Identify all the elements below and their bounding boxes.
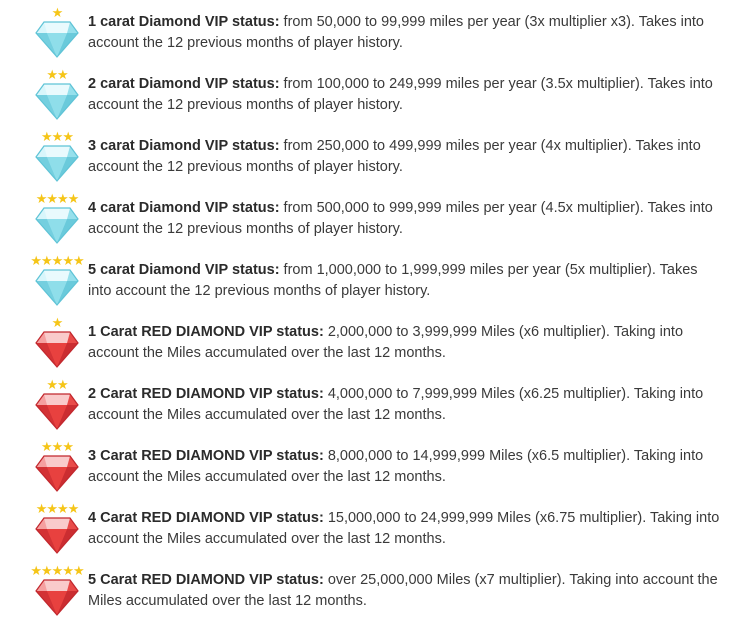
tier-icon-cell bbox=[26, 254, 88, 307]
diamond-icon bbox=[35, 19, 79, 59]
tier-text bbox=[88, 6, 724, 54]
tier-icon-cell bbox=[26, 68, 88, 121]
tier-title: 4 carat Diamond VIP status: bbox=[88, 200, 280, 216]
tier-description: from 100,000 to 249,999 miles per year (3.5x multiplier). Takes into account the 12 previous months of player history. bbox=[88, 76, 713, 113]
star-rating-icon: ★★★★ bbox=[35, 501, 79, 516]
diamond-icon bbox=[35, 81, 79, 121]
tier-title: 5 Carat RED DIAMOND VIP status: bbox=[88, 572, 324, 588]
tier-description: 8,000,000 to 14,999,999 Miles (x6.5 multiplier). Taking into account the Miles accumulated over the last 12 months. bbox=[88, 448, 704, 485]
tier-title: 3 carat Diamond VIP status: bbox=[88, 138, 280, 154]
tier-text bbox=[88, 130, 724, 178]
tier-row bbox=[0, 378, 734, 431]
tier-icon-cell bbox=[26, 316, 88, 369]
red-diamond-icon bbox=[35, 453, 79, 493]
gem-icon-wrapper bbox=[35, 19, 79, 59]
tier-row bbox=[0, 316, 734, 369]
tier-title: 5 carat Diamond VIP status: bbox=[88, 262, 280, 278]
gem-icon-wrapper bbox=[35, 329, 79, 369]
gem-icon-wrapper bbox=[35, 453, 79, 493]
tier-row bbox=[0, 130, 734, 183]
red-diamond-icon bbox=[35, 391, 79, 431]
tier-row bbox=[0, 6, 734, 59]
tier-description: over 25,000,000 Miles (x7 multiplier). Taking into account the Miles accumulated over the last 12 months. bbox=[88, 572, 718, 609]
tier-title: 2 Carat RED DIAMOND VIP status: bbox=[88, 386, 324, 402]
tier-text bbox=[88, 564, 724, 612]
tier-title: 1 Carat RED DIAMOND VIP status: bbox=[88, 324, 324, 340]
gem-icon-wrapper bbox=[35, 391, 79, 431]
tier-title: 3 Carat RED DIAMOND VIP status: bbox=[88, 448, 324, 464]
gem-icon-wrapper bbox=[35, 267, 79, 307]
red-diamond-icon bbox=[35, 515, 79, 555]
tier-row bbox=[0, 440, 734, 493]
tier-text bbox=[88, 254, 724, 302]
star-rating-icon: ★★★★ bbox=[35, 191, 79, 206]
gem-icon-wrapper bbox=[35, 515, 79, 555]
red-diamond-icon bbox=[35, 577, 79, 617]
star-rating-icon: ★★ bbox=[46, 377, 68, 392]
star-rating-icon: ★★★ bbox=[41, 129, 73, 144]
tier-text bbox=[88, 68, 724, 116]
tier-text bbox=[88, 192, 724, 240]
tier-icon-cell bbox=[26, 192, 88, 245]
tier-text bbox=[88, 440, 724, 488]
gem-icon-wrapper bbox=[35, 143, 79, 183]
tier-row bbox=[0, 192, 734, 245]
diamond-icon bbox=[35, 143, 79, 183]
star-rating-icon: ★ bbox=[51, 5, 63, 20]
tier-row bbox=[0, 254, 734, 307]
gem-icon-wrapper bbox=[35, 577, 79, 617]
tier-description: from 250,000 to 499,999 miles per year (4x multiplier). Takes into account the 12 previous months of player history. bbox=[88, 138, 701, 175]
diamond-icon bbox=[35, 267, 79, 307]
tier-description: 15,000,000 to 24,999,999 Miles (x6.75 multiplier). Taking into account the Miles accumulated over the last 12 months. bbox=[88, 510, 720, 547]
tier-icon-cell bbox=[26, 6, 88, 59]
star-rating-icon: ★★★★★ bbox=[30, 563, 84, 578]
tier-description: from 500,000 to 999,999 miles per year (4.5x multiplier). Takes into account the 12 previous months of player history. bbox=[88, 200, 713, 237]
red-diamond-icon bbox=[35, 329, 79, 369]
tier-title: 4 Carat RED DIAMOND VIP status: bbox=[88, 510, 324, 526]
tier-icon-cell bbox=[26, 564, 88, 617]
tier-text bbox=[88, 316, 724, 364]
gem-icon-wrapper bbox=[35, 205, 79, 245]
tier-title: 1 carat Diamond VIP status: bbox=[88, 14, 280, 30]
star-rating-icon: ★★★ bbox=[41, 439, 73, 454]
tier-row bbox=[0, 502, 734, 555]
tier-row bbox=[0, 564, 734, 617]
tier-text bbox=[88, 378, 724, 426]
diamond-icon bbox=[35, 205, 79, 245]
star-rating-icon: ★ bbox=[51, 315, 63, 330]
tier-icon-cell bbox=[26, 440, 88, 493]
tier-description: 4,000,000 to 7,999,999 Miles (x6.25 multiplier). Taking into account the Miles accumulated over the last 12 months. bbox=[88, 386, 704, 423]
tier-title: 2 carat Diamond VIP status: bbox=[88, 76, 280, 92]
gem-icon-wrapper bbox=[35, 81, 79, 121]
tier-icon-cell bbox=[26, 130, 88, 183]
tier-row bbox=[0, 68, 734, 121]
tier-description: from 1,000,000 to 1,999,999 miles per year (5x multiplier). Takes into account the 12 previous months of player history. bbox=[88, 262, 698, 299]
tier-icon-cell bbox=[26, 502, 88, 555]
star-rating-icon: ★★ bbox=[46, 67, 68, 82]
tier-description: 2,000,000 to 3,999,999 Miles (x6 multiplier). Taking into account the Miles accumulated over the last 12 months. bbox=[88, 324, 684, 361]
tier-description: from 50,000 to 99,999 miles per year (3x multiplier x3). Takes into account the 12 previous months of player history. bbox=[88, 14, 704, 51]
tier-icon-cell bbox=[26, 378, 88, 431]
star-rating-icon: ★★★★★ bbox=[30, 253, 84, 268]
tier-text bbox=[88, 502, 724, 550]
